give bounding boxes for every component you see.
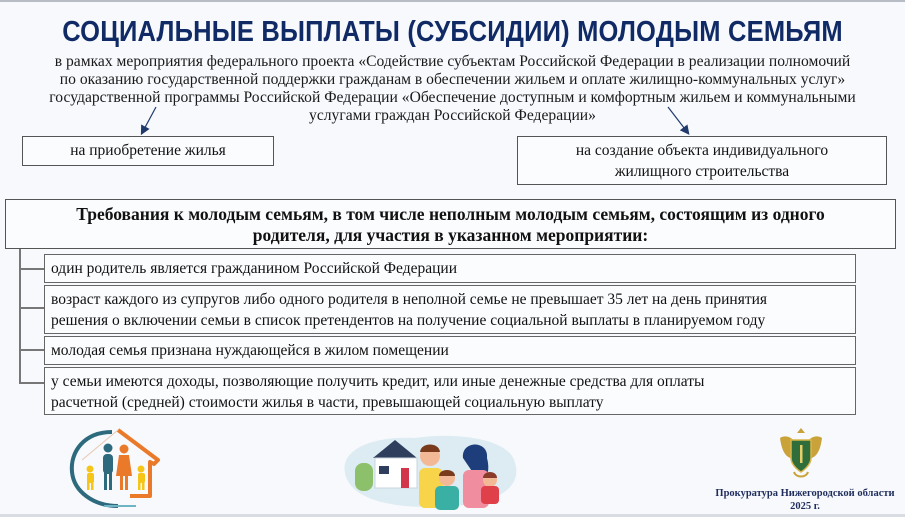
subtitle-line: государственной программы Российской Федерации «Обеспечение доступным и комфортным жильем и коммунальными [49,89,856,106]
requirement-item [44,336,856,365]
requirements-header-line: Требования к молодым семьям, в том числе неполным молодым семьям, состоящим из одного [76,204,825,224]
requirement-text: один родитель является гражданином Российской Федерации [51,260,458,277]
requirements-header-line: родителя, для участия в указанном мероприятии: [252,225,649,245]
requirement-text: расчетной (средней) стоимости жилья в части, превышающей социальную выплату [51,394,604,411]
footer-year: 2025 г. [790,501,820,512]
requirement-text: решения о включении семьи в список претендентов на получение социальной выплаты в планируемом году [51,312,766,329]
page-title: СОЦИАЛЬНЫЕ ВЫПЛАТЫ (СУБСИДИИ) МОЛОДЫМ СЕМЬЯМ [62,16,843,48]
footer-org-name: Прокуратура Нижегородской области [715,488,895,499]
requirement-item [44,367,856,415]
subtitle-line: по оказанию государственной поддержки гражданам в обеспечении жильем и оплате жилищно-коммунальных услуг» [59,71,846,88]
payment-type-line: на создание объекта индивидуального [575,142,829,159]
requirement-item [44,285,856,334]
arrow-right-icon [668,107,688,133]
family-house-illustration-icon [335,428,525,513]
tree-connector-horizontal [19,307,44,309]
requirements-header [5,199,896,249]
tree-connector-horizontal [19,382,44,384]
prosecutor-emblem-icon [776,424,826,482]
footer-organization [705,487,905,513]
family-house-logo-icon [66,424,166,514]
requirement-text: у семьи имеются доходы, позволяющие получить кредит, или иные денежные средства для оплаты [51,373,705,390]
payment-type-construction [517,136,887,185]
arrow-left-icon [142,107,156,133]
requirement-text: молодая семья признана нуждающейся в жилом помещении [51,342,449,359]
payment-type-line: жилищного строительства [614,163,790,180]
requirement-item [44,254,856,283]
tree-connector-horizontal [19,268,44,270]
arrows-icon [0,0,905,140]
subtitle-line: в рамках мероприятия федерального проекта «Содействие субъектам Российской Федерации в реализации полномочий [54,53,851,70]
requirement-text: возраст каждого из супругов либо одного родителя в неполной семье не превышает 35 лет на день принятия [51,291,768,308]
subtitle-line: услугами граждан Российской Федерации» [309,107,596,124]
tree-connector-horizontal [19,349,44,351]
payment-type-purchase: на приобретение жилья [22,136,274,166]
